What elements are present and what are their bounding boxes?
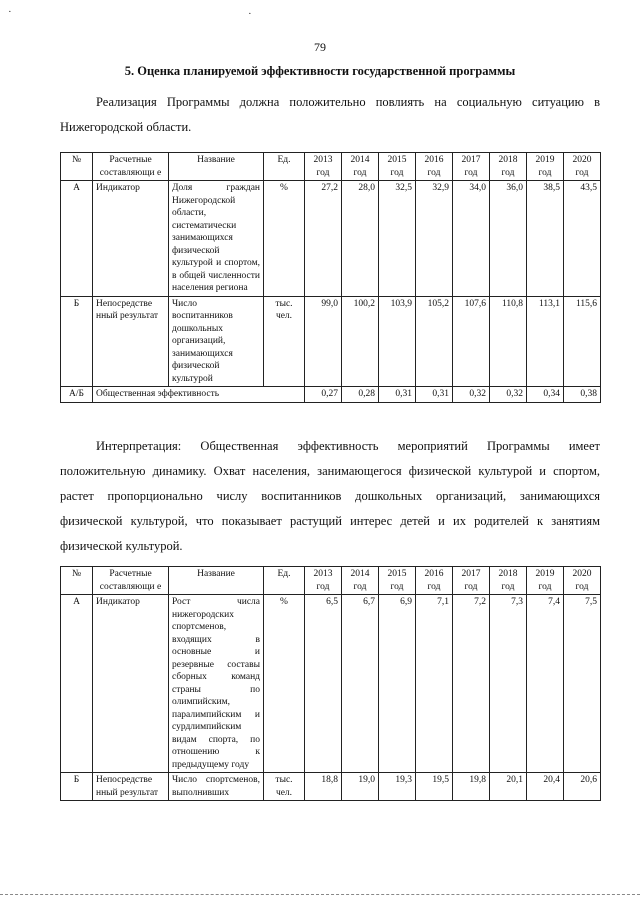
col-calc: Расчетные составляющи е — [93, 153, 169, 181]
col-year: 2015 год — [379, 567, 416, 595]
cell-value: 38,5 — [527, 181, 564, 297]
col-year: 2015 год — [379, 153, 416, 181]
cell-value: 32,5 — [379, 181, 416, 297]
row-unit: % — [264, 181, 305, 297]
cell-value: 113,1 — [527, 296, 564, 387]
table-header-row — [61, 567, 601, 595]
table-row — [61, 773, 601, 801]
row-calc: Индикатор — [93, 595, 169, 773]
table-header-row — [61, 153, 601, 181]
cell-value: 7,5 — [564, 595, 601, 773]
cell-value: 107,6 — [453, 296, 490, 387]
cell-value: 0,28 — [342, 387, 379, 403]
row-no: Б — [61, 296, 93, 387]
cell-value: 36,0 — [490, 181, 527, 297]
col-year: 2013 год — [305, 153, 342, 181]
cell-value: 19,5 — [416, 773, 453, 801]
cell-value: 7,1 — [416, 595, 453, 773]
col-year: 2013 год — [305, 567, 342, 595]
col-year: 2016 год — [416, 567, 453, 595]
cell-value: 6,7 — [342, 595, 379, 773]
col-unit: Ед. — [264, 567, 305, 595]
cell-value: 7,2 — [453, 595, 490, 773]
row-calc: Непосредстве нный результат — [93, 296, 169, 387]
cell-value: 100,2 — [342, 296, 379, 387]
cell-value: 6,9 — [379, 595, 416, 773]
row-name: Число спортсменов, выполнивших — [169, 773, 264, 801]
cell-value: 7,4 — [527, 595, 564, 773]
col-no: № — [61, 153, 93, 181]
interpretation-paragraph: Интерпретация: Общественная эффективность мероприятий Программы имеет положительную динамику. Охват населения, занимающегося физической культурой и спортом, растет пропорционально числу воспитанников дошкольных организаций, занимающихся физической культурой, что показывает растущий интерес детей и их родителей к занятиям физической культурой. — [60, 439, 600, 553]
scan-mark: · — [8, 6, 12, 18]
col-no: № — [61, 567, 93, 595]
cell-value: 43,5 — [564, 181, 601, 297]
cell-value: 0,34 — [527, 387, 564, 403]
row-name: Рост числа нижегородских спортсменов, входящих в основные и резервные составы сборных команд страны по олимпийским, паралимпийским и сурдлимпийским видам спорта, по отношению к предыдущему году — [169, 595, 264, 773]
cell-value: 7,3 — [490, 595, 527, 773]
section-heading: 5. Оценка планируемой эффективности государственной программы — [124, 64, 516, 78]
summary-label: Общественная эффективность — [93, 387, 305, 403]
cell-value: 0,32 — [490, 387, 527, 403]
page-bottom-rule — [0, 894, 640, 895]
col-year: 2019 год — [527, 567, 564, 595]
cell-value: 105,2 — [416, 296, 453, 387]
col-year: 2016 год — [416, 153, 453, 181]
intro-paragraph: Реализация Программы должна положительно повлиять на социальную ситуацию в Нижегородской области. — [60, 95, 600, 134]
col-year: 2017 год — [453, 153, 490, 181]
col-year: 2014 год — [342, 567, 379, 595]
row-calc: Индикатор — [93, 181, 169, 297]
summary-no: А/Б — [61, 387, 93, 403]
cell-value: 19,0 — [342, 773, 379, 801]
row-name: Доля граждан Нижегородской области, систематически занимающихся физической культурой и спортом, в общей численности населения региона — [169, 181, 264, 297]
cell-value: 110,8 — [490, 296, 527, 387]
cell-value: 28,0 — [342, 181, 379, 297]
cell-value: 20,1 — [490, 773, 527, 801]
efficiency-table-2 — [60, 566, 601, 801]
table-row — [61, 595, 601, 773]
col-calc: Расчетные составляющи е — [93, 567, 169, 595]
col-year: 2020 год — [564, 567, 601, 595]
scan-mark: · — [248, 8, 252, 20]
cell-value: 32,9 — [416, 181, 453, 297]
page-number: 79 — [314, 40, 326, 54]
col-year: 2017 год — [453, 567, 490, 595]
row-unit: % — [264, 595, 305, 773]
cell-value: 0,32 — [453, 387, 490, 403]
row-no: А — [61, 595, 93, 773]
cell-value: 27,2 — [305, 181, 342, 297]
cell-value: 0,27 — [305, 387, 342, 403]
col-unit: Ед. — [264, 153, 305, 181]
row-name: Число воспитанников дошкольных организаций, занимающихся физической культурой — [169, 296, 264, 387]
cell-value: 20,6 — [564, 773, 601, 801]
cell-value: 18,8 — [305, 773, 342, 801]
cell-value: 115,6 — [564, 296, 601, 387]
col-year: 2020 год — [564, 153, 601, 181]
cell-value: 6,5 — [305, 595, 342, 773]
col-year: 2018 год — [490, 567, 527, 595]
row-unit: тыс. чел. — [264, 296, 305, 387]
summary-row — [61, 387, 601, 403]
cell-value: 19,8 — [453, 773, 490, 801]
cell-value: 20,4 — [527, 773, 564, 801]
col-year: 2019 год — [527, 153, 564, 181]
efficiency-table-1 — [60, 152, 601, 403]
col-year: 2018 год — [490, 153, 527, 181]
cell-value: 99,0 — [305, 296, 342, 387]
table-row — [61, 181, 601, 297]
cell-value: 0,31 — [379, 387, 416, 403]
col-year: 2014 год — [342, 153, 379, 181]
row-unit: тыс. чел. — [264, 773, 305, 801]
cell-value: 19,3 — [379, 773, 416, 801]
col-name: Название — [169, 153, 264, 181]
cell-value: 0,31 — [416, 387, 453, 403]
cell-value: 103,9 — [379, 296, 416, 387]
col-name: Название — [169, 567, 264, 595]
table-row — [61, 296, 601, 387]
row-calc: Непосредстве нный результат — [93, 773, 169, 801]
cell-value: 34,0 — [453, 181, 490, 297]
row-no: А — [61, 181, 93, 297]
cell-value: 0,38 — [564, 387, 601, 403]
row-no: Б — [61, 773, 93, 801]
